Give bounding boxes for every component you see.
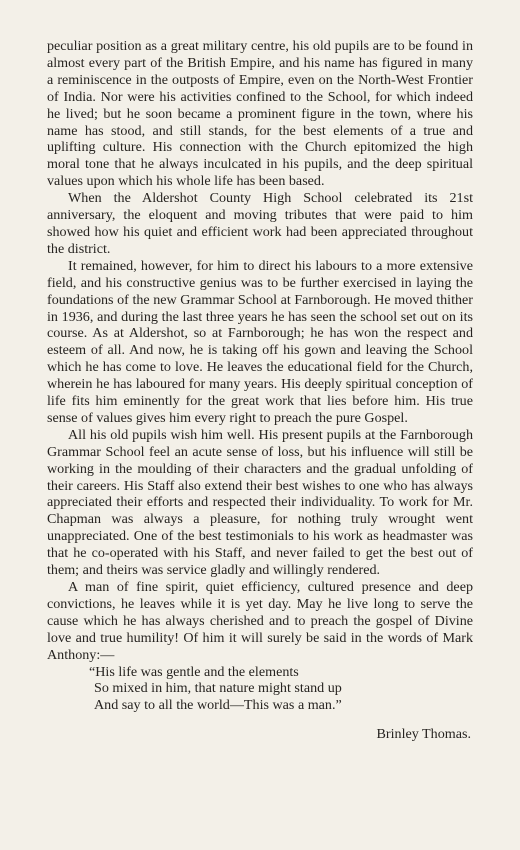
author-signature: Brinley Thomas. (376, 726, 471, 743)
paragraph-fine-spirit: A man of fine spirit, quiet efficiency, cultured presence and deep convictions, he leaves while it is yet day. May he live long to serve the cause which he has always cherished and to preach the gospel of Divine love and true humility! Of him it will surely be said in the words of Mark Anthony:— (47, 579, 473, 663)
document-page (47, 38, 473, 743)
paragraph-aldershot-anniversary: When the Aldershot County High School celebrated its 21st anniversary, the eloquent and moving tributes that were paid to him showed how his quiet and efficient work had been appreciated throughout the district. (47, 190, 473, 257)
quotation-line: And say to all the world—This was a man.” (94, 697, 342, 714)
paragraph-military-centre: peculiar position as a great military centre, his old pupils are to be found in almost every part of the British Empire, and his name has figured in many a reminiscence in the outposts of Empire, even on the North-West Frontier of India. Nor were his activities confined to the School, for which indeed he lived; but he soon became a prominent figure in the town, where his name has stood, and still stands, for the best elements of a true and uplifting culture. His connection with the Church epitomized the high moral tone that he always inculcated in his pupils, and the deep spiritual values upon which his whole life has been based. (47, 38, 473, 190)
quotation-line: “His life was gentle and the elements (89, 663, 299, 680)
paragraph-farnborough-school: It remained, however, for him to direct his labours to a more extensive field, and his constructive genius was to be further exercised in laying the foundations of the new Grammar School at Farnborough. He moved thither in 1936, and during the last three years he has seen the school set out on its course. As at Aldershot, so at Farnborough; he has won the respect and esteem of all. And now, he is taking off his gown and leaving the School which he has come to love. He leaves the educational field for the Church, wherein he has laboured for many years. His deeply spiritual conception of life fits him eminently for the great work that lies before him. His true sense of values gives him every right to preach the pure Gospel. (47, 257, 473, 426)
paragraph-pupils-farewell: All his old pupils wish him well. His present pupils at the Farnborough Grammar School feel an acute sense of loss, but his influence will still be working in the moulding of their characters and the gradual unfolding of their careers. His Staff also extend their best wishes to one who has always appreciated their efforts and respected their individuality. To work for Mr. Chapman was always a pleasure, for nothing truly wrought went unappreciated. One of the best testimonials to his work as headmaster was that he co-operated with his Staff, and never failed to get the best out of them; and theirs was service gladly and willingly rendered. (47, 426, 473, 579)
quotation-block (89, 664, 473, 715)
quotation-line: So mixed in him, that nature might stand up (94, 680, 342, 697)
